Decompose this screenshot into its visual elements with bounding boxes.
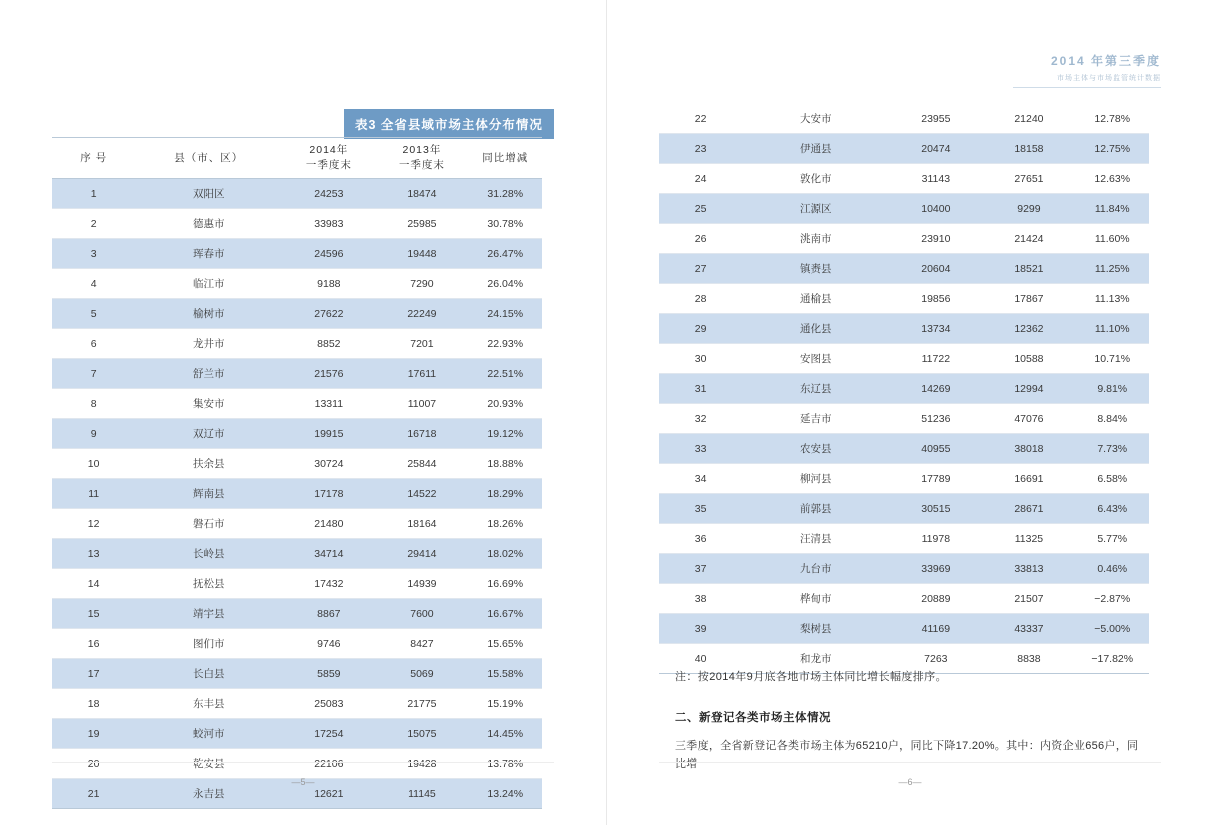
cell-2013: 21775	[375, 689, 468, 719]
cell-2013: 12362	[982, 314, 1075, 344]
cell-change: 24.15%	[468, 299, 542, 329]
column-header-county: 县（市、区）	[135, 138, 282, 179]
cell-2014: 30515	[889, 494, 982, 524]
document-header-title: 2014 年第三季度	[1050, 54, 1161, 68]
cell-no: 12	[52, 509, 135, 539]
table-row	[52, 299, 542, 329]
section-paragraph: 三季度，全省新登记各类市场主体为65210户，同比下降17.20%。其中：内资企业656户，同比增	[675, 740, 1139, 770]
cell-no: 5	[52, 299, 135, 329]
cell-no: 9	[52, 419, 135, 449]
cell-2013: 16718	[375, 419, 468, 449]
cell-county: 敦化市	[742, 164, 889, 194]
cell-change: 15.58%	[468, 659, 542, 689]
cell-no: 14	[52, 569, 135, 599]
cell-change: −17.82%	[1075, 644, 1149, 674]
cell-change: 15.19%	[468, 689, 542, 719]
cell-2014: 19856	[889, 284, 982, 314]
cell-2013: 21240	[982, 104, 1075, 134]
cell-2014: 31143	[889, 164, 982, 194]
cell-2014: 11722	[889, 344, 982, 374]
cell-change: 6.58%	[1075, 464, 1149, 494]
table-row	[659, 554, 1149, 584]
cell-change: 13.24%	[468, 779, 542, 809]
cell-2014: 40955	[889, 434, 982, 464]
cell-2014: 30724	[282, 449, 375, 479]
cell-no: 20	[52, 749, 135, 779]
cell-no: 38	[659, 584, 742, 614]
document-header	[1013, 52, 1161, 88]
table-row	[659, 224, 1149, 254]
table-row	[659, 194, 1149, 224]
cell-county: 桦甸市	[742, 584, 889, 614]
cell-2013: 15075	[375, 719, 468, 749]
cell-change: 26.47%	[468, 239, 542, 269]
table-row	[52, 329, 542, 359]
column-header-2014-line2: 一季度末	[305, 159, 352, 171]
left-page	[0, 0, 606, 825]
cell-county: 扶余县	[135, 449, 282, 479]
table-row	[52, 509, 542, 539]
cell-2014: 17789	[889, 464, 982, 494]
cell-change: −5.00%	[1075, 614, 1149, 644]
table-row	[52, 539, 542, 569]
table-row	[52, 389, 542, 419]
cell-2013: 28671	[982, 494, 1075, 524]
cell-2013: 47076	[982, 404, 1075, 434]
cell-county: 东丰县	[135, 689, 282, 719]
cell-no: 18	[52, 689, 135, 719]
cell-change: 14.45%	[468, 719, 542, 749]
table-row	[659, 614, 1149, 644]
table-row	[659, 404, 1149, 434]
table-row	[659, 464, 1149, 494]
cell-2013: 11145	[375, 779, 468, 809]
cell-county: 汪清县	[742, 524, 889, 554]
county-distribution-table-part2	[659, 104, 1149, 674]
column-header-no: 序 号	[52, 138, 135, 179]
table-row	[659, 344, 1149, 374]
cell-no: 34	[659, 464, 742, 494]
cell-no: 13	[52, 539, 135, 569]
cell-2014: 24253	[282, 179, 375, 209]
cell-2014: 20604	[889, 254, 982, 284]
table-row	[659, 494, 1149, 524]
cell-no: 10	[52, 449, 135, 479]
cell-change: 30.78%	[468, 209, 542, 239]
table-row	[659, 314, 1149, 344]
cell-no: 4	[52, 269, 135, 299]
cell-2014: 17178	[282, 479, 375, 509]
cell-county: 伊通县	[742, 134, 889, 164]
cell-2013: 11325	[982, 524, 1075, 554]
table-body-continued	[659, 104, 1149, 674]
footer-rule-left	[52, 762, 554, 763]
cell-no: 40	[659, 644, 742, 674]
table-header-row	[52, 138, 542, 179]
cell-no: 6	[52, 329, 135, 359]
cell-change: 20.93%	[468, 389, 542, 419]
cell-2014: 9746	[282, 629, 375, 659]
cell-change: 31.28%	[468, 179, 542, 209]
cell-no: 15	[52, 599, 135, 629]
cell-change: 0.46%	[1075, 554, 1149, 584]
cell-2013: 18521	[982, 254, 1075, 284]
cell-change: 8.84%	[1075, 404, 1149, 434]
footer-rule-right	[659, 762, 1161, 763]
cell-2013: 43337	[982, 614, 1075, 644]
cell-change: 11.13%	[1075, 284, 1149, 314]
cell-no: 29	[659, 314, 742, 344]
cell-2013: 16691	[982, 464, 1075, 494]
table-row	[659, 434, 1149, 464]
cell-2013: 21424	[982, 224, 1075, 254]
page-number-left: —5—	[291, 777, 315, 787]
table-row	[52, 749, 542, 779]
cell-county: 双阳区	[135, 179, 282, 209]
cell-2014: 7263	[889, 644, 982, 674]
column-header-2013-line1: 2013年	[402, 144, 442, 157]
cell-no: 7	[52, 359, 135, 389]
cell-change: 18.26%	[468, 509, 542, 539]
table-caption: 表3 全省县域市场主体分布情况	[344, 109, 554, 139]
cell-change: 19.12%	[468, 419, 542, 449]
cell-2013: 25844	[375, 449, 468, 479]
cell-county: 和龙市	[742, 644, 889, 674]
section-title: 二、新登记各类市场主体情况	[675, 712, 831, 724]
cell-county: 农安县	[742, 434, 889, 464]
cell-county: 九台市	[742, 554, 889, 584]
cell-2013: 17611	[375, 359, 468, 389]
cell-change: 7.73%	[1075, 434, 1149, 464]
cell-2014: 13734	[889, 314, 982, 344]
cell-2013: 11007	[375, 389, 468, 419]
table-row	[659, 134, 1149, 164]
cell-2013: 14522	[375, 479, 468, 509]
cell-no: 17	[52, 659, 135, 689]
cell-no: 30	[659, 344, 742, 374]
cell-2014: 11978	[889, 524, 982, 554]
cell-change: 5.77%	[1075, 524, 1149, 554]
cell-county: 长白县	[135, 659, 282, 689]
page-number-right: —6—	[898, 777, 922, 787]
cell-2014: 23955	[889, 104, 982, 134]
column-header-2014	[282, 138, 375, 179]
cell-2013: 18158	[982, 134, 1075, 164]
cell-no: 16	[52, 629, 135, 659]
cell-2013: 21507	[982, 584, 1075, 614]
cell-2014: 20889	[889, 584, 982, 614]
cell-change: 18.29%	[468, 479, 542, 509]
cell-2014: 41169	[889, 614, 982, 644]
table-row	[52, 419, 542, 449]
cell-2013: 8838	[982, 644, 1075, 674]
cell-2013: 7201	[375, 329, 468, 359]
cell-2014: 9188	[282, 269, 375, 299]
cell-no: 2	[52, 209, 135, 239]
cell-2014: 23910	[889, 224, 982, 254]
cell-county: 梨树县	[742, 614, 889, 644]
cell-no: 35	[659, 494, 742, 524]
cell-2013: 12994	[982, 374, 1075, 404]
cell-county: 通榆县	[742, 284, 889, 314]
table-row	[52, 599, 542, 629]
cell-change: 9.81%	[1075, 374, 1149, 404]
cell-county: 德惠市	[135, 209, 282, 239]
cell-county: 舒兰市	[135, 359, 282, 389]
cell-2014: 14269	[889, 374, 982, 404]
cell-2014: 13311	[282, 389, 375, 419]
cell-change: 11.60%	[1075, 224, 1149, 254]
cell-change: 11.10%	[1075, 314, 1149, 344]
cell-no: 39	[659, 614, 742, 644]
cell-2013: 8427	[375, 629, 468, 659]
cell-2014: 17254	[282, 719, 375, 749]
table-row	[52, 719, 542, 749]
cell-change: 26.04%	[468, 269, 542, 299]
cell-2014: 21576	[282, 359, 375, 389]
cell-county: 榆树市	[135, 299, 282, 329]
cell-2013: 18474	[375, 179, 468, 209]
table-row	[52, 659, 542, 689]
cell-2014: 27622	[282, 299, 375, 329]
cell-change: 13.78%	[468, 749, 542, 779]
cell-no: 37	[659, 554, 742, 584]
cell-county: 龙井市	[135, 329, 282, 359]
cell-change: 15.65%	[468, 629, 542, 659]
document-header-subtitle: 市场主体与市场监管统计数据	[1057, 75, 1161, 82]
cell-2013: 22249	[375, 299, 468, 329]
cell-county: 磐石市	[135, 509, 282, 539]
cell-2014: 21480	[282, 509, 375, 539]
cell-county: 图们市	[135, 629, 282, 659]
right-page	[607, 0, 1213, 825]
cell-2014: 51236	[889, 404, 982, 434]
cell-change: 12.63%	[1075, 164, 1149, 194]
cell-county: 通化县	[742, 314, 889, 344]
table-row	[52, 209, 542, 239]
cell-county: 永吉县	[135, 779, 282, 809]
cell-county: 大安市	[742, 104, 889, 134]
table-row	[52, 179, 542, 209]
table-row	[52, 689, 542, 719]
table-header	[52, 138, 542, 179]
table-row	[52, 569, 542, 599]
cell-2013: 10588	[982, 344, 1075, 374]
column-header-2013-line2: 一季度末	[398, 159, 445, 171]
cell-county: 临江市	[135, 269, 282, 299]
cell-no: 22	[659, 104, 742, 134]
cell-county: 东辽县	[742, 374, 889, 404]
column-header-change: 同比增减	[468, 138, 542, 179]
table-row	[659, 284, 1149, 314]
cell-2013: 25985	[375, 209, 468, 239]
cell-2013: 38018	[982, 434, 1075, 464]
cell-change: 22.51%	[468, 359, 542, 389]
cell-county: 延吉市	[742, 404, 889, 434]
cell-2013: 14939	[375, 569, 468, 599]
cell-county: 珲春市	[135, 239, 282, 269]
county-distribution-table-part1	[52, 137, 542, 809]
cell-2013: 18164	[375, 509, 468, 539]
cell-no: 32	[659, 404, 742, 434]
cell-2013: 5069	[375, 659, 468, 689]
cell-change: 16.67%	[468, 599, 542, 629]
cell-no: 19	[52, 719, 135, 749]
cell-no: 1	[52, 179, 135, 209]
cell-2014: 8867	[282, 599, 375, 629]
table-row	[52, 479, 542, 509]
cell-county: 靖宇县	[135, 599, 282, 629]
cell-change: 22.93%	[468, 329, 542, 359]
cell-county: 蛟河市	[135, 719, 282, 749]
cell-2014: 12621	[282, 779, 375, 809]
table-row	[659, 524, 1149, 554]
cell-county: 双辽市	[135, 419, 282, 449]
cell-county: 集安市	[135, 389, 282, 419]
table-row	[52, 239, 542, 269]
cell-2013: 33813	[982, 554, 1075, 584]
cell-2013: 19428	[375, 749, 468, 779]
cell-2014: 10400	[889, 194, 982, 224]
table-body	[52, 179, 542, 809]
cell-change: 18.88%	[468, 449, 542, 479]
cell-county: 乾安县	[135, 749, 282, 779]
table-row	[52, 269, 542, 299]
cell-2013: 7290	[375, 269, 468, 299]
cell-county: 安图县	[742, 344, 889, 374]
cell-no: 27	[659, 254, 742, 284]
cell-2014: 34714	[282, 539, 375, 569]
column-header-2014-line1: 2014年	[309, 144, 349, 157]
cell-change: −2.87%	[1075, 584, 1149, 614]
cell-no: 33	[659, 434, 742, 464]
cell-change: 12.78%	[1075, 104, 1149, 134]
cell-2014: 8852	[282, 329, 375, 359]
cell-county: 抚松县	[135, 569, 282, 599]
table-row	[52, 629, 542, 659]
cell-2014: 33969	[889, 554, 982, 584]
cell-no: 28	[659, 284, 742, 314]
cell-2013: 27651	[982, 164, 1075, 194]
cell-county: 江源区	[742, 194, 889, 224]
cell-no: 11	[52, 479, 135, 509]
cell-no: 25	[659, 194, 742, 224]
table-row	[659, 254, 1149, 284]
cell-2014: 24596	[282, 239, 375, 269]
table-row	[52, 359, 542, 389]
cell-2013: 29414	[375, 539, 468, 569]
cell-county: 辉南县	[135, 479, 282, 509]
cell-county: 前郭县	[742, 494, 889, 524]
table-row	[659, 374, 1149, 404]
cell-change: 12.75%	[1075, 134, 1149, 164]
cell-county: 长岭县	[135, 539, 282, 569]
cell-change: 6.43%	[1075, 494, 1149, 524]
cell-county: 镇赉县	[742, 254, 889, 284]
cell-2014: 22106	[282, 749, 375, 779]
cell-2013: 7600	[375, 599, 468, 629]
cell-no: 24	[659, 164, 742, 194]
cell-2014: 17432	[282, 569, 375, 599]
table-row	[659, 164, 1149, 194]
data-table-continued	[659, 104, 1149, 674]
cell-2014: 33983	[282, 209, 375, 239]
cell-2013: 17867	[982, 284, 1075, 314]
cell-2014: 20474	[889, 134, 982, 164]
data-table	[52, 137, 542, 809]
cell-2014: 25083	[282, 689, 375, 719]
cell-change: 11.84%	[1075, 194, 1149, 224]
cell-2013: 9299	[982, 194, 1075, 224]
cell-no: 31	[659, 374, 742, 404]
table-row	[659, 584, 1149, 614]
cell-no: 3	[52, 239, 135, 269]
cell-change: 11.25%	[1075, 254, 1149, 284]
table-caption-container	[344, 109, 554, 139]
cell-2013: 19448	[375, 239, 468, 269]
cell-no: 8	[52, 389, 135, 419]
table-row	[659, 104, 1149, 134]
cell-change: 18.02%	[468, 539, 542, 569]
cell-county: 洮南市	[742, 224, 889, 254]
cell-change: 16.69%	[468, 569, 542, 599]
document-header-rule	[1013, 87, 1161, 88]
cell-change: 10.71%	[1075, 344, 1149, 374]
table-row	[52, 449, 542, 479]
cell-no: 23	[659, 134, 742, 164]
cell-2014: 5859	[282, 659, 375, 689]
cell-county: 柳河县	[742, 464, 889, 494]
table-note: 注：按2014年9月底各地市场主体同比增长幅度排序。	[675, 671, 947, 683]
cell-2014: 19915	[282, 419, 375, 449]
cell-no: 26	[659, 224, 742, 254]
cell-no: 36	[659, 524, 742, 554]
column-header-2013	[375, 138, 468, 179]
cell-no: 21	[52, 779, 135, 809]
